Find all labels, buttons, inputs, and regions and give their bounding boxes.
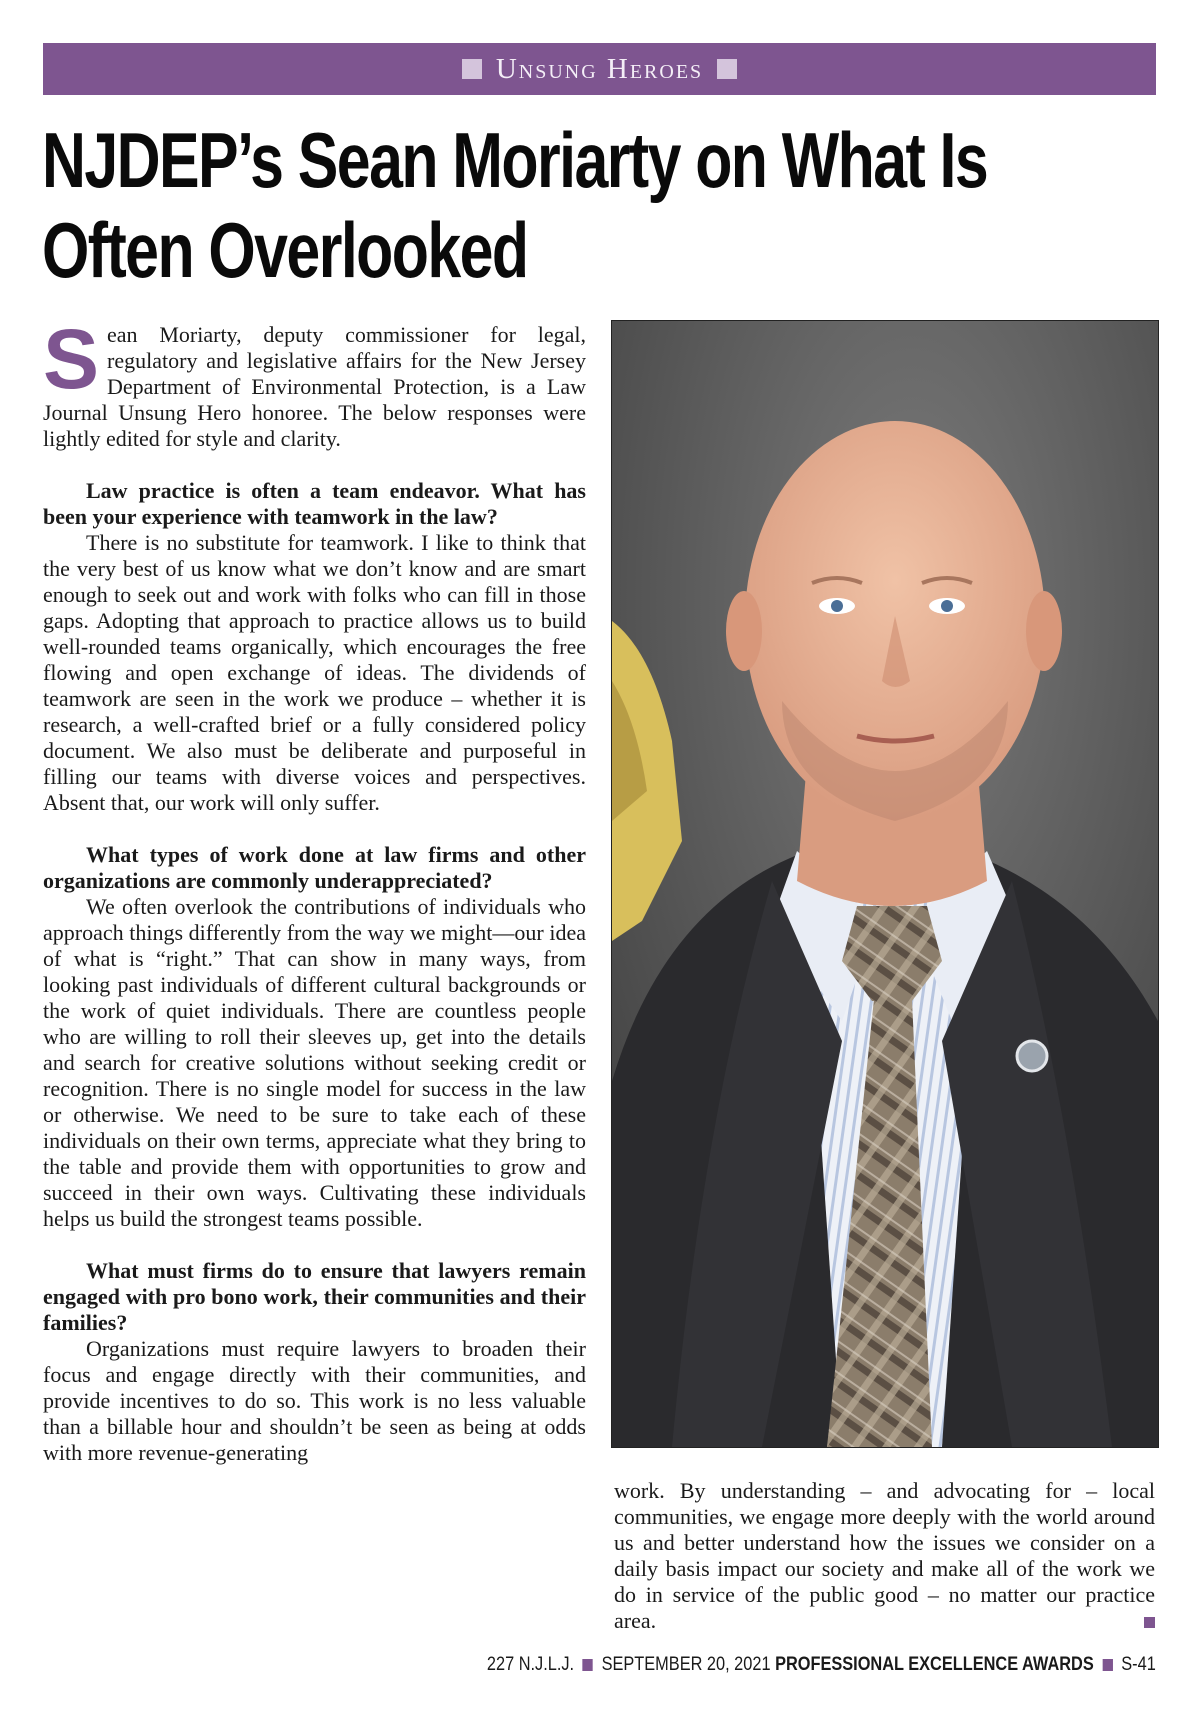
- banner-square-right: [717, 59, 737, 79]
- intro-text: ean Moriarty, deputy commissioner for legal, regulatory and legislative affairs for the New Jersey Department of Environmental Protection, is a Law Journal Unsung Hero honoree. The below responses were lightly edited for style and clarity.: [43, 322, 586, 451]
- question-3: What must firms do to ensure that lawyers remain engaged with pro bono work, their communities and their families?: [43, 1258, 586, 1335]
- continuation-paragraph: [614, 1478, 1155, 1634]
- headline-line-1: NJDEP’s Sean Moriarty on What Is: [42, 116, 988, 204]
- footer-separator: [583, 1659, 593, 1671]
- end-of-article-mark: [1144, 1617, 1155, 1628]
- continuation-text: work. By understanding – and advocating for – local communities, we engage more deeply with the world around us and better understand how the issues we consider on a daily basis impact our society and make all of the work we do in service of the public good – no matter our practice area.: [614, 1478, 1155, 1633]
- footer-section: PROFESSIONAL EXCELLENCE AWARDS: [775, 1654, 1094, 1675]
- section-banner: [43, 43, 1156, 95]
- answer-3: Organizations must require lawyers to broaden their focus and engage directly with their communities, and provide incentives to do so. This work is no less valuable than a billable hour and shouldn’t be seen as being at odds with more revenue-generating: [43, 1336, 586, 1465]
- portrait-illustration: [612, 321, 1158, 1447]
- banner-square-left: [462, 59, 482, 79]
- question-2: What types of work done at law firms and other organizations are commonly underappreciated?: [43, 842, 586, 893]
- portrait-photo: [611, 320, 1159, 1448]
- article-headline: [42, 115, 1150, 295]
- intro-paragraph: [43, 312, 586, 452]
- right-column: [614, 1478, 1155, 1634]
- page-number: S-41: [1121, 1654, 1156, 1675]
- question-1: Law practice is often a team endeavor. What has been your experience with teamwork in the law?: [43, 478, 586, 529]
- footer-date: SEPTEMBER 20, 2021: [601, 1654, 771, 1675]
- answer-2: We often overlook the contributions of individuals who approach things differently from the way we might—our idea of what is “right.” That can show in many ways, from looking past individuals of different cultural backgrounds or the work of quiet individuals. There are countless people who are willing to roll their sleeves up, get into the details and search for creative solutions without seeking credit or recognition. There is no single model for success in the law or otherwise. We need to be sure to take each of these individuals on their own terms, appreciate what they bring to the table and provide them with opportunities to grow and succeed in their own ways. Cultivating these individuals helps us build the strongest teams possible.: [43, 894, 586, 1231]
- lapel-pin: [1017, 1041, 1047, 1071]
- answer-1: There is no substitute for teamwork. I like to think that the very best of us know what we don’t know and are smart enough to seek out and work with folks who can fill in those gaps. Adopting that approach to practice allows us to build well-rounded teams organically, which encourages the free flowing and open exchange of ideas. The dividends of teamwork are seen in the work we produce – whether it is research, a well-crafted brief or a fully considered policy document. We also must be deliberate and purposeful in filling our teams with diverse voices and perspectives. Absent that, our work will only suffer.: [43, 530, 586, 815]
- page-footer: [487, 1653, 1156, 1677]
- headline-line-2: Often Overlooked: [42, 206, 528, 294]
- section-label: Unsung Heroes: [495, 52, 704, 85]
- footer-volume: 227 N.J.L.J.: [487, 1654, 575, 1675]
- left-column: [43, 312, 586, 1466]
- drop-cap: S: [43, 312, 100, 406]
- footer-separator: [1103, 1659, 1113, 1671]
